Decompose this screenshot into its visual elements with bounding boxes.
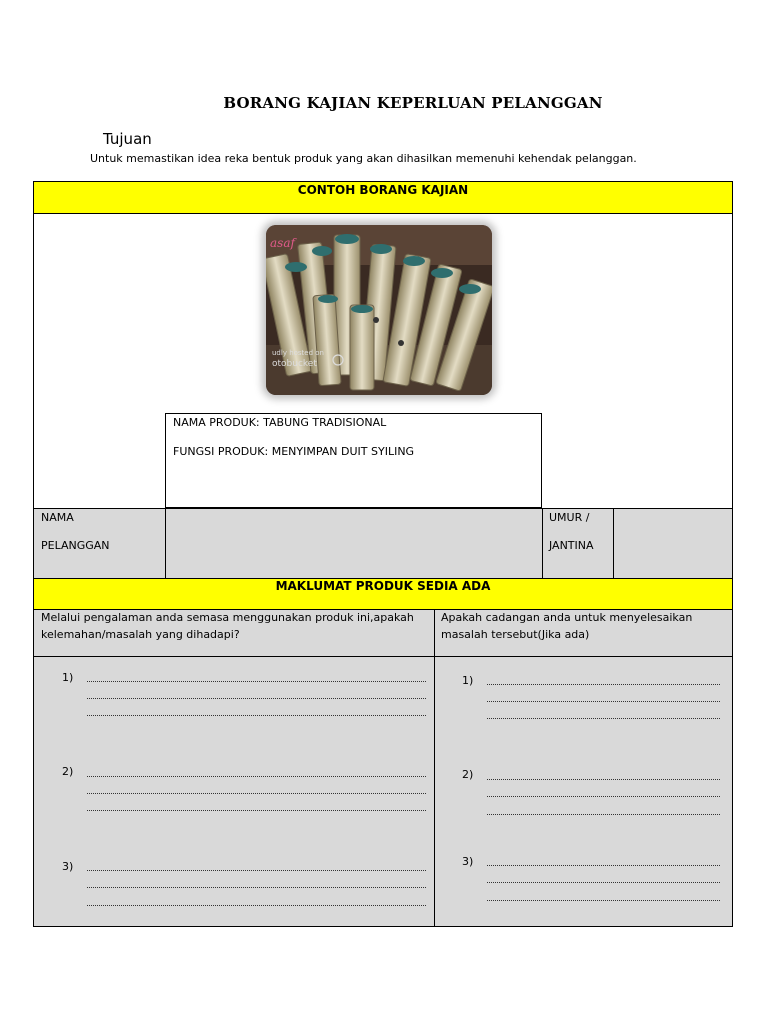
form-border xyxy=(33,181,733,927)
divider xyxy=(542,508,543,578)
product-name: NAMA PRODUK: TABUNG TRADISIONAL xyxy=(173,416,387,429)
answer-right-3-number: 3) xyxy=(462,855,474,868)
photo-watermark-hosted: udly hosted on xyxy=(272,349,324,357)
jantina-label: JANTINA xyxy=(549,539,594,552)
photo-watermark-brand: otobucket xyxy=(272,359,317,369)
product-function: FUNGSI PRODUK: MENYIMPAN DUIT SYILING xyxy=(173,445,415,458)
divider xyxy=(165,508,166,578)
nama-label: NAMA xyxy=(41,511,74,524)
answer-left-1-number: 1) xyxy=(62,671,74,684)
divider xyxy=(33,508,733,509)
answer-left-2-number: 2) xyxy=(62,765,74,778)
question-left: Melalui pengalaman anda semasa menggunakan produk ini,apakah kelemahan/masalah yang dihadapi? xyxy=(41,611,414,641)
section-title-contoh: CONTOH BORANG KAJIAN xyxy=(297,183,469,197)
answer-right-1-number: 1) xyxy=(462,674,474,687)
photo-corner-text: asaf xyxy=(270,236,295,250)
answer-left-3-number: 3) xyxy=(62,860,74,873)
divider xyxy=(434,609,435,927)
divider xyxy=(33,213,733,214)
umur-label: UMUR / xyxy=(549,511,590,524)
pelanggan-label: PELANGGAN xyxy=(41,539,110,552)
section-title-maklumat: MAKLUMAT PRODUK SEDIA ADA xyxy=(275,579,491,593)
divider xyxy=(33,578,733,579)
answer-right-2-number: 2) xyxy=(462,768,474,781)
divider xyxy=(33,609,733,610)
divider xyxy=(613,508,614,578)
divider xyxy=(33,656,733,657)
tujuan-heading: Tujuan xyxy=(103,130,152,148)
tujuan-text: Untuk memastikan idea reka bentuk produk yang akan dihasilkan memenuhi kehendak pelanggan. xyxy=(90,152,637,165)
question-right: Apakah cadangan anda untuk menyelesaikan masalah tersebut(Jika ada) xyxy=(441,611,693,641)
page-title: BORANG KAJIAN KEPERLUAN PELANGGAN xyxy=(223,94,603,112)
